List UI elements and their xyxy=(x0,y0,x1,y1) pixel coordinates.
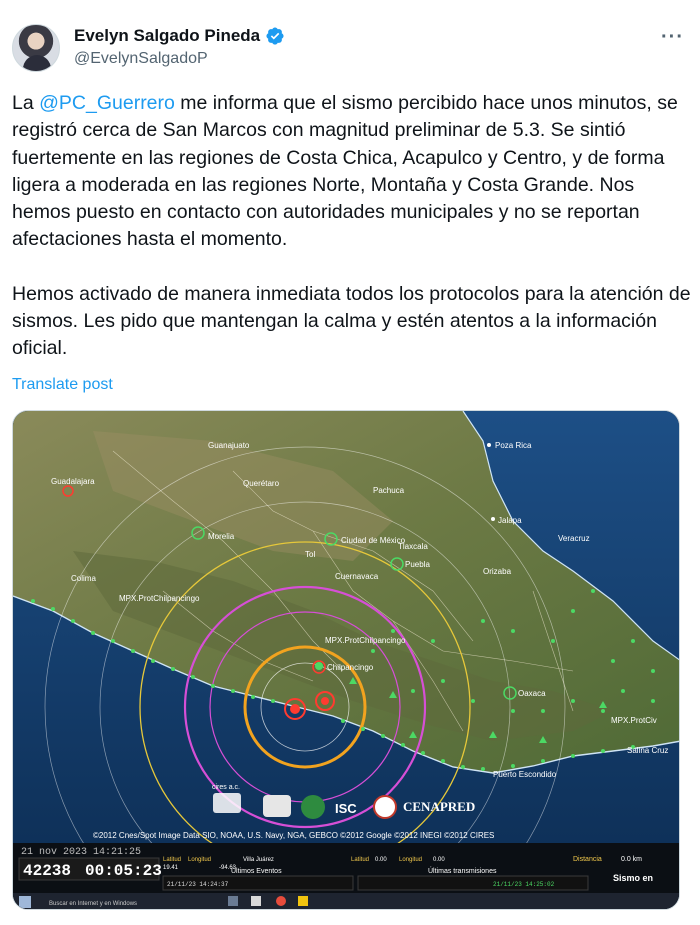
latitud2-value: 0.00 xyxy=(375,857,387,863)
tweet-media-image[interactable] xyxy=(12,410,680,910)
longitud2-value: 0.00 xyxy=(433,857,445,863)
city-colima: Colima xyxy=(71,574,96,583)
city-chilpancingo: Chilpancingo xyxy=(327,663,374,672)
event-time: 21/11/23 14:24:37 xyxy=(167,881,229,888)
city-jalapa: Jalapa xyxy=(498,516,522,525)
translate-post-link[interactable]: Translate post xyxy=(12,376,113,393)
panel-date: 21 nov 2023 14:21:25 xyxy=(21,847,142,858)
longitud-value: -94.63 xyxy=(219,865,237,871)
city-poza-rica: Poza Rica xyxy=(495,441,532,450)
latitud-label: Latitud xyxy=(163,857,182,863)
taskbar-search-input[interactable]: Buscar en Internet y en Windows xyxy=(49,901,138,907)
avatar[interactable] xyxy=(12,24,60,72)
paragraph-gap xyxy=(12,254,692,281)
avatar-figure xyxy=(23,55,51,72)
city-tlaxcala: Tlaxcala xyxy=(398,542,428,551)
author-name-row xyxy=(74,26,285,46)
qr-logo xyxy=(263,795,291,817)
transmission-time: 21/11/23 14:25:02 xyxy=(493,881,555,888)
mention-link[interactable]: @PC_Guerrero xyxy=(39,92,175,114)
seismic-map-photo xyxy=(13,411,680,910)
verified-badge-icon xyxy=(265,26,285,46)
city-guadalajara: Guadalajara xyxy=(51,477,95,486)
author-handle[interactable]: @EvelynSalgadoP xyxy=(74,50,208,67)
city-guanajuato: Guanajuato xyxy=(208,441,250,450)
paragraph-1-rest: me informa que el sismo percibido hace unos minutos, se registró cerca de San Marcos con magnitud preliminar de 5.3. Se sintió fuertemente en las regiones de Costa Chica, Acapulco y Centro, y de forma ligera a moderada en las regiones Norte, Montaña y Costa Grande. Nos hemos puesto en contacto con autoridades municipales y no se reportan afectaciones hasta el momento. xyxy=(12,92,678,251)
city-cuernavaca: Cuernavaca xyxy=(335,572,379,581)
cires-logo xyxy=(213,793,241,813)
ultimos-eventos-label: Últimos Eventos xyxy=(231,868,282,875)
city-puerto-escondido: Puerto Escondido xyxy=(493,770,557,779)
station-label-right: MPX.ProtCiv xyxy=(611,716,657,725)
cires-logo-text: cires a.c. xyxy=(212,784,241,791)
ultimas-transmisiones-label: Últimas transmisiones xyxy=(428,868,497,875)
file-explorer-icon[interactable] xyxy=(298,896,308,906)
tweet-paragraph-1 xyxy=(12,90,692,254)
longitud-label: Longitud xyxy=(188,857,212,863)
city-queretaro: Querétaro xyxy=(243,479,280,488)
event-counter: 42238 xyxy=(23,862,72,880)
city-puebla: Puebla xyxy=(405,560,430,569)
city-orizaba: Orizaba xyxy=(483,567,512,576)
city-salina-cruz: Salina Cruz xyxy=(627,746,669,755)
tweet-header xyxy=(12,20,688,80)
author-name[interactable]: Evelyn Salgado Pineda xyxy=(74,26,261,45)
city-ciudad-de-mexico: Ciudad de México xyxy=(341,536,406,545)
elapsed-clock: 00:05:23 xyxy=(85,862,162,880)
more-icon[interactable]: ··· xyxy=(661,26,684,48)
map-attribution: ©2012 Cnes/Spot Image Data SIO, NOAA, U.S. Navy, NGA, GEBCO ©2012 Google ©2012 INEGI ©2012 CIRES xyxy=(93,831,495,840)
distancia-value: 0.0 km xyxy=(621,856,643,863)
latitud-value: 19.41 xyxy=(163,865,179,871)
station-label-center: MPX.ProtChilpancingo xyxy=(325,636,406,645)
isc-logo-text: ISC xyxy=(335,801,357,816)
cenapred-emblem xyxy=(374,796,396,818)
city-oaxaca: Oaxaca xyxy=(518,689,546,698)
city-morelia: Morelia xyxy=(208,532,235,541)
sismo-en-label: Sismo en xyxy=(613,873,654,883)
place-name: Villa Juárez xyxy=(243,857,274,863)
chrome-icon[interactable] xyxy=(276,896,286,906)
city-toluca: Tol xyxy=(305,550,316,559)
city-veracruz: Veracruz xyxy=(558,534,590,543)
station-label-left: MPX.ProtChilpancingo xyxy=(119,594,200,603)
tweet-text xyxy=(12,90,692,363)
distancia-label: Distancia xyxy=(573,856,602,863)
latitud2-label: Latitud xyxy=(351,857,370,863)
tweet-paragraph-2: Hemos activado de manera inmediata todos los protocolos para la atención de sismos. Les pido que mantengan la calma y estén atentos a la información oficial. xyxy=(12,282,691,360)
edge-icon[interactable] xyxy=(251,896,261,906)
cenapred-logo-text: CENAPRED xyxy=(403,799,476,814)
longitud2-label: Longitud xyxy=(399,857,423,863)
task-view-icon[interactable] xyxy=(228,896,238,906)
unam-logo xyxy=(301,795,325,819)
windows-start-icon[interactable] xyxy=(19,896,31,908)
city-pachuca: Pachuca xyxy=(373,486,405,495)
paragraph-1-start: La xyxy=(12,92,40,114)
